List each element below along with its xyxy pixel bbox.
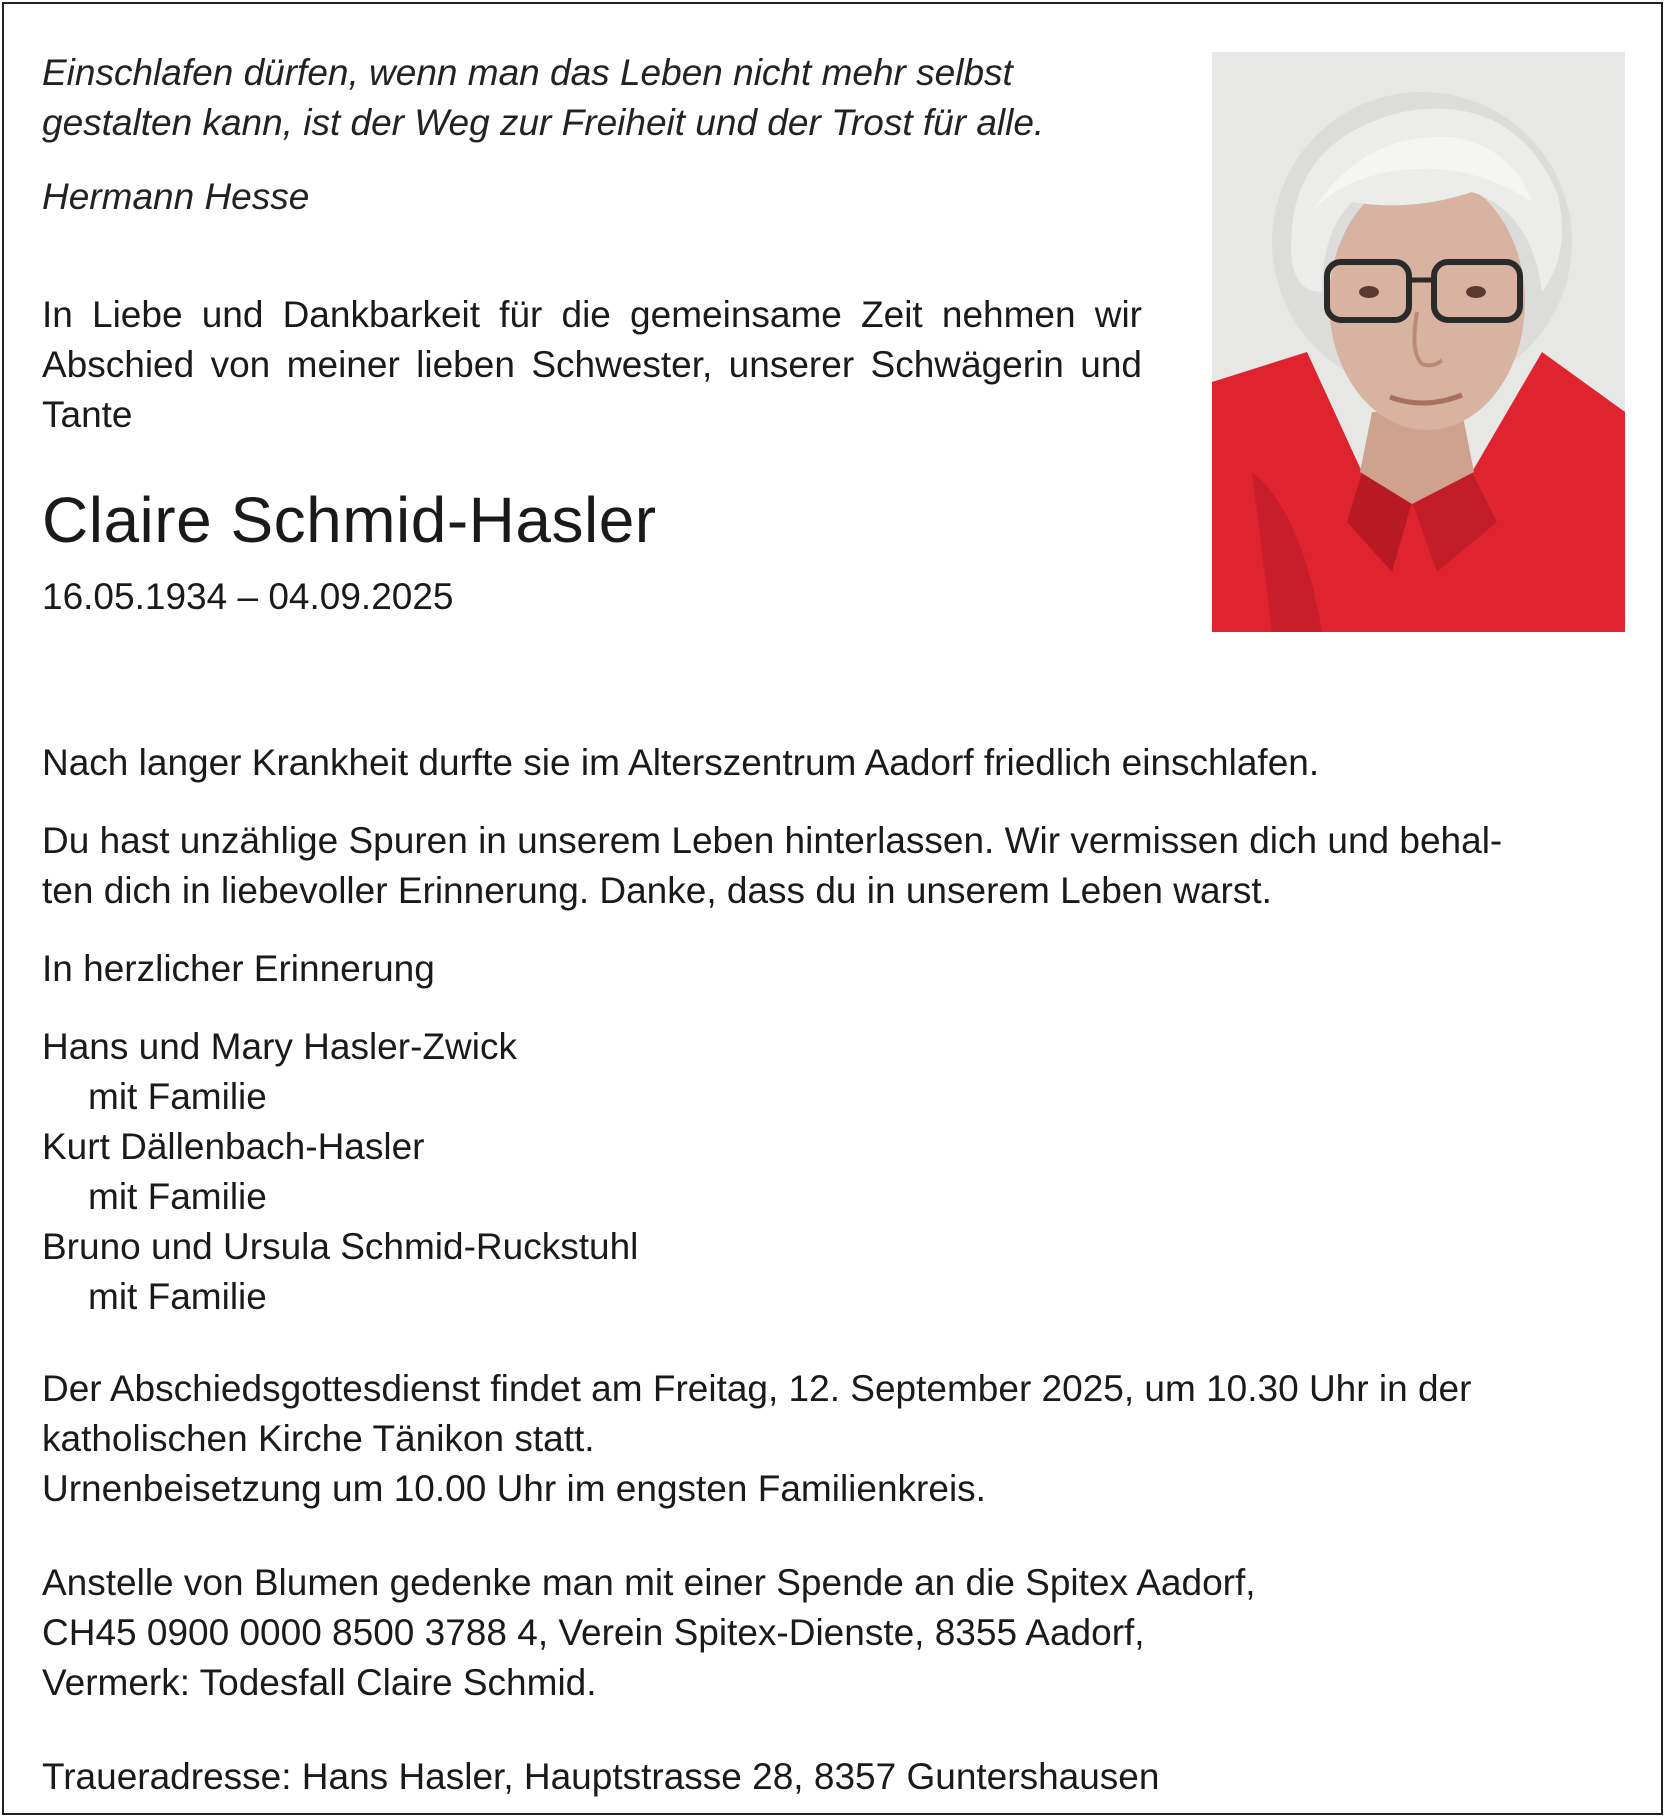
donation-line-2: CH45 0900 0000 8500 3788 4, Verein Spitex-Dienste, 8355 Aadorf, [42,1612,1145,1653]
donation-line-1: Anstelle von Blumen gedenke man mit einer Spende an die Spitex Aadorf, [42,1562,1256,1603]
deceased-name: Claire Schmid-Hasler [42,484,657,556]
mourner-name: Bruno und Ursula Schmid-Ruckstuhl [42,1226,639,1267]
mourner-family: mit Familie [88,1076,267,1117]
quote-line-1: Einschlafen dürfen, wenn man das Leben nicht mehr selbst [42,52,1013,93]
memories-line-1: Du hast unzählige Spuren in unserem Leben hinterlassen. Wir vermissen dich und behal- [42,820,1503,861]
epigraph-quote [42,48,1142,148]
greeting: In herzlicher Erinnerung [42,948,435,989]
intro-text: In Liebe und Dankbarkeit für die gemeinsame Zeit nehmen wir Abschied von meiner lieben Schwester, unserer Schwägerin und Tante [42,294,1142,435]
donation-line-3: Vermerk: Todesfall Claire Schmid. [42,1662,597,1703]
donation-info [42,1558,1627,1708]
service-line-1: Der Abschiedsgottesdienst findet am Freitag, 12. September 2025, um 10.30 Uhr in der [42,1368,1472,1409]
quote-line-2: gestalten kann, ist der Weg zur Freiheit und der Trost für alle. [42,102,1045,143]
mourners-list [42,1022,1627,1322]
obituary-notice [42,48,1627,1802]
mourner-name: Kurt Dällenbach-Hasler [42,1126,425,1167]
portrait-illustration [1212,52,1625,632]
portrait-photo [1212,52,1625,632]
service-line-2: katholischen Kirche Tänikon statt. [42,1418,595,1459]
header-section [42,48,1627,648]
header-text [42,48,1142,622]
illness-paragraph: Nach langer Krankheit durfte sie im Alterszentrum Aadorf friedlich einschlafen. [42,742,1320,783]
service-info [42,1364,1627,1514]
quote-author: Hermann Hesse [42,176,310,217]
life-dates: 16.05.1934 – 04.09.2025 [42,576,454,617]
mourning-address: Traueradresse: Hans Hasler, Hauptstrasse 28, 8357 Guntershausen [42,1756,1160,1797]
mourner-family: mit Familie [88,1276,267,1317]
memories-line-2: ten dich in liebevoller Erinnerung. Danke, dass du in unserem Leben warst. [42,870,1272,911]
mourner-name: Hans und Mary Hasler-Zwick [42,1026,517,1067]
service-line-3: Urnenbeisetzung um 10.00 Uhr im engsten Familienkreis. [42,1468,986,1509]
memories-paragraph [42,816,1627,916]
mourner-family: mit Familie [88,1176,267,1217]
